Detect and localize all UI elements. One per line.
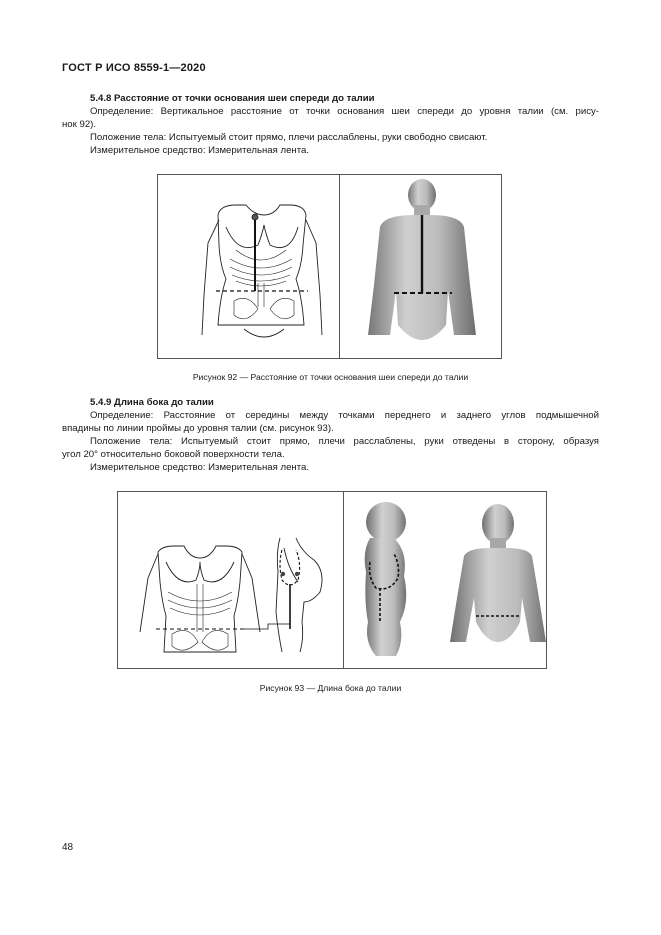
side-line-drawing — [276, 538, 322, 652]
section-heading: 5.4.9 Длина бока до талии — [90, 397, 214, 408]
armpit-point-front — [281, 572, 285, 576]
neck-point-marker — [252, 214, 258, 220]
figure-92 — [157, 174, 502, 359]
figure-92-caption: Рисунок 92 — Расстояние от точки основания шеи спереди до талии — [192, 372, 469, 382]
page-number: 48 — [62, 842, 74, 853]
front-3d-render — [450, 504, 546, 642]
figure-93 — [117, 491, 547, 669]
section-5-4-9 — [62, 396, 599, 474]
body-position-text: Положение тела: Испытуемый стоит прямо, плечи расслаблены, руки отведены в сторону, образуя — [90, 436, 599, 447]
section-heading: 5.4.8 Расстояние от точки основания шеи спереди до талии — [90, 93, 375, 104]
figure-93-caption: Рисунок 93 — Длина бока до талии — [259, 683, 402, 693]
section-5-4-8 — [62, 92, 599, 157]
figure-93-illustrations — [118, 492, 546, 668]
connector-line — [244, 624, 290, 629]
instrument-text: Измерительное средство: Измерительная лента. — [90, 462, 309, 473]
definition-text-continued: впадины по линии проймы до уровня талии (см. рисунок 93). — [62, 423, 334, 434]
body-position-text-continued: угол 20° относительно боковой поверхности тела. — [62, 449, 285, 460]
definition-text-continued: нок 92). — [62, 119, 97, 130]
torso-line-drawing — [202, 205, 322, 337]
figure-92-illustrations — [158, 175, 501, 358]
front-line-drawing — [140, 546, 260, 652]
instrument-text: Измерительное средство: Измерительная лента. — [90, 145, 309, 156]
body-position-text: Положение тела: Испытуемый стоит прямо, плечи расслаблены, руки свободно свисают. — [90, 132, 488, 143]
document-code-header: ГОСТ Р ИСО 8559-1—2020 — [62, 62, 206, 74]
armpit-point-back — [295, 572, 299, 576]
definition-text: Определение: Вертикальное расстояние от точки основания шеи спереди до уровня талии (см. рису- — [90, 106, 599, 117]
definition-text: Определение: Расстояние от середины между точками переднего и заднего углов подмышечной — [90, 410, 599, 421]
